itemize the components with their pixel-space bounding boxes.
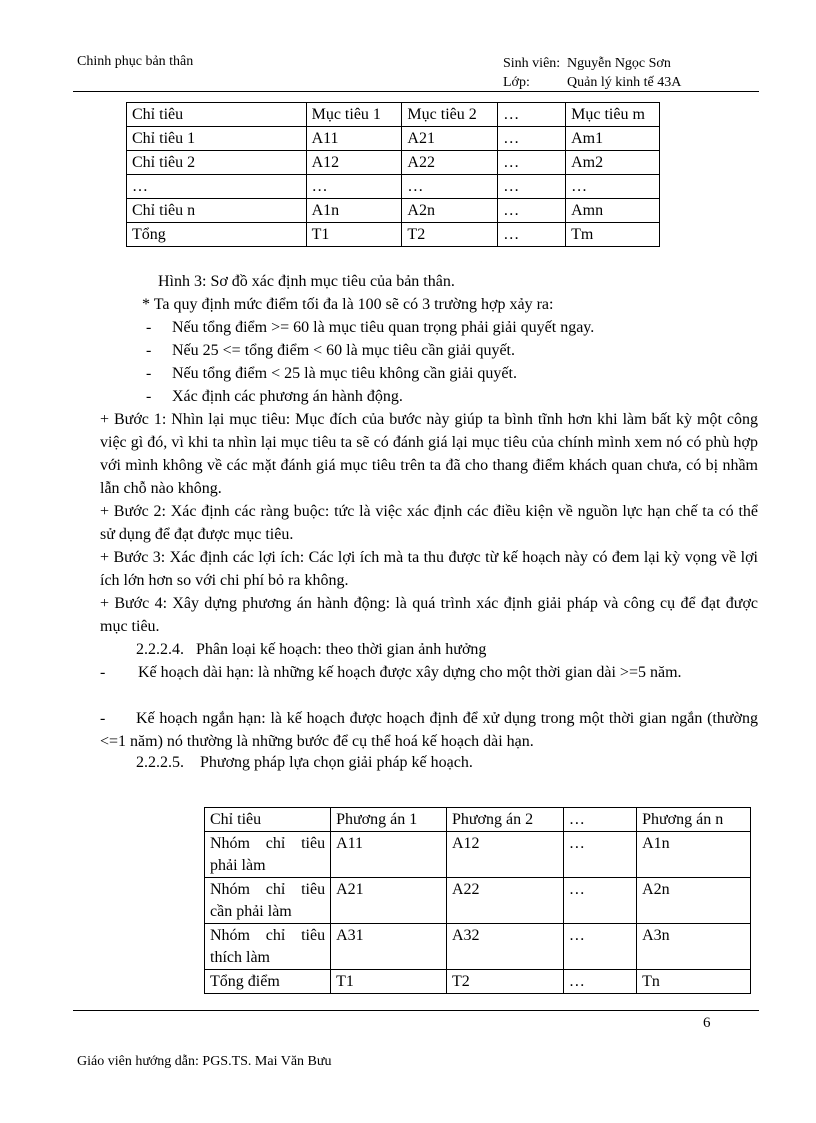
table-cell: Amn — [566, 199, 660, 223]
student-label: Sinh viên: — [503, 56, 561, 71]
table-cell: … — [498, 127, 566, 151]
steps-block — [100, 408, 758, 638]
table-cell: A32 — [446, 924, 563, 970]
footer-supervisor: Giáo viên hướng dẫn: PGS.TS. Mai Văn Bưu — [77, 1054, 332, 1069]
section-heading-2224: 2.2.2.4. Phân loại kế hoạch: theo thời gian ảnh hưởng — [136, 641, 487, 658]
table-cell: Nhóm chỉ tiêu thích làm — [205, 924, 331, 970]
bullet-list — [146, 316, 594, 408]
table-cell: Chỉ tiêu n — [127, 199, 307, 223]
table-row — [205, 970, 751, 994]
table-row — [127, 127, 660, 151]
plan-long: - Kế hoạch dài hạn: là những kế hoạch được xây dựng cho một thời gian dài >=5 năm. — [100, 664, 682, 681]
page-number: 6 — [703, 1015, 711, 1031]
table-cell: A1n — [306, 199, 402, 223]
step-paragraph: + Bước 2: Xác định các ràng buộc: tức là việc xác định các điều kiện về nguồn lực hạn chế ta có thể sử dụng để đạt được mục tiêu. — [100, 503, 758, 543]
step-paragraph: + Bước 3: Xác định các lợi ích: Các lợi ích mà ta thu được từ kế hoạch này có đem lại kỳ vọng về lợi ích lớn hơn so với chi phí bỏ ra không. — [100, 549, 758, 589]
table-header-cell: … — [498, 103, 566, 127]
table-header-row — [205, 808, 751, 832]
table-cell: … — [563, 924, 636, 970]
table-cell: A12 — [446, 832, 563, 878]
list-item: - Nếu tổng điểm < 25 là mục tiêu không cần giải quyết. — [146, 365, 517, 382]
table-row — [127, 199, 660, 223]
student-name: Nguyễn Ngọc Sơn — [567, 56, 671, 71]
table-cell: … — [498, 199, 566, 223]
table-cell: … — [498, 175, 566, 199]
table-cell: … — [563, 970, 636, 994]
table-cell: T2 — [402, 223, 498, 247]
table-cell: … — [563, 878, 636, 924]
class-name: Quản lý kinh tế 43A — [567, 75, 682, 90]
table-cell: Tm — [566, 223, 660, 247]
table-cell: … — [566, 175, 660, 199]
table-cell: Nhóm chỉ tiêu cần phải làm — [205, 878, 331, 924]
table-cell: A31 — [331, 924, 447, 970]
rule-intro: * Ta quy định mức điểm tối đa là 100 sẽ có 3 trường hợp xảy ra: — [142, 296, 554, 313]
table-cell: A2n — [402, 199, 498, 223]
table-cell: … — [127, 175, 307, 199]
table-cell: A1n — [637, 832, 751, 878]
table-header-cell: Chỉ tiêu — [127, 103, 307, 127]
table-header-cell: Phương án 2 — [446, 808, 563, 832]
table-cell: A12 — [306, 151, 402, 175]
list-item: - Nếu tổng điểm >= 60 là mục tiêu quan trọng phải giải quyết ngay. — [146, 319, 595, 336]
header-rule — [73, 91, 759, 92]
table-header-cell: Phương án n — [637, 808, 751, 832]
class-label: Lớp: — [503, 75, 530, 90]
goal-matrix-table — [126, 102, 660, 247]
table-header-cell: Mục tiêu m — [566, 103, 660, 127]
table-cell: … — [498, 151, 566, 175]
table-cell: Chỉ tiêu 1 — [127, 127, 307, 151]
figure-caption: Hình 3: Sơ đồ xác định mục tiêu của bản thân. — [158, 273, 455, 290]
table-cell: A11 — [306, 127, 402, 151]
table-row — [205, 924, 751, 970]
table-cell: A2n — [637, 878, 751, 924]
table-header-cell: … — [563, 808, 636, 832]
table-cell: A21 — [331, 878, 447, 924]
table-cell: Am1 — [566, 127, 660, 151]
table-row — [127, 223, 660, 247]
table-header-cell: Mục tiêu 1 — [306, 103, 402, 127]
table-cell: Am2 — [566, 151, 660, 175]
table-row — [127, 151, 660, 175]
table-cell: A22 — [402, 151, 498, 175]
list-item: - Nếu 25 <= tổng điểm < 60 là mục tiêu cần giải quyết. — [146, 342, 515, 359]
table-cell: A3n — [637, 924, 751, 970]
table-cell: … — [498, 223, 566, 247]
table-cell: … — [402, 175, 498, 199]
table-row — [205, 832, 751, 878]
table-cell: T1 — [331, 970, 447, 994]
footer-rule — [73, 1010, 759, 1011]
table-cell: … — [563, 832, 636, 878]
table-cell: T2 — [446, 970, 563, 994]
table-cell: Chỉ tiêu 2 — [127, 151, 307, 175]
table-header-cell: Phương án 1 — [331, 808, 447, 832]
plan-short: - Kế hoạch ngắn hạn: là kế hoạch được hoạch định để xử dụng trong một thời gian ngắn (thường <=1 năm) nó thường là những bước để cụ thể hoá kế hoạch dài hạn. — [100, 710, 758, 750]
step-paragraph: + Bước 1: Nhìn lại mục tiêu: Mục đích của bước này giúp ta bình tĩnh hơn khi làm bất kỳ một công việc gì đó, vì khi ta nhìn lại mục tiêu ta sẽ có đánh giá lại mục tiêu của chính mình xem nó có phù hợp với mình không về các mặt đánh giá mục tiêu trên ta đã cho thang điểm khách quan chưa, có bị nhầm lẫn chỗ nào không. — [100, 411, 758, 497]
header-info — [503, 54, 681, 92]
table-cell: Tổng — [127, 223, 307, 247]
table-header-cell: Chỉ tiêu — [205, 808, 331, 832]
header-title: Chinh phục bản thân — [77, 54, 194, 69]
table-row — [205, 878, 751, 924]
solution-selection-table — [204, 807, 751, 994]
table-cell: Nhóm chỉ tiêu phải làm — [205, 832, 331, 878]
table-cell: T1 — [306, 223, 402, 247]
step-paragraph: + Bước 4: Xây dựng phương án hành động: là quá trình xác định giải pháp và công cụ để đạt được mục tiêu. — [100, 595, 758, 635]
list-item: - Xác định các phương án hành động. — [146, 388, 403, 405]
table-cell: A22 — [446, 878, 563, 924]
table-cell: A21 — [402, 127, 498, 151]
table-cell: Tổng điểm — [205, 970, 331, 994]
table-cell: Tn — [637, 970, 751, 994]
table-cell: A11 — [331, 832, 447, 878]
section-heading-2225: 2.2.2.5. Phương pháp lựa chọn giải pháp kế hoạch. — [136, 754, 473, 771]
table-row — [127, 175, 660, 199]
table-cell: … — [306, 175, 402, 199]
table-header-row — [127, 103, 660, 127]
table-header-cell: Mục tiêu 2 — [402, 103, 498, 127]
